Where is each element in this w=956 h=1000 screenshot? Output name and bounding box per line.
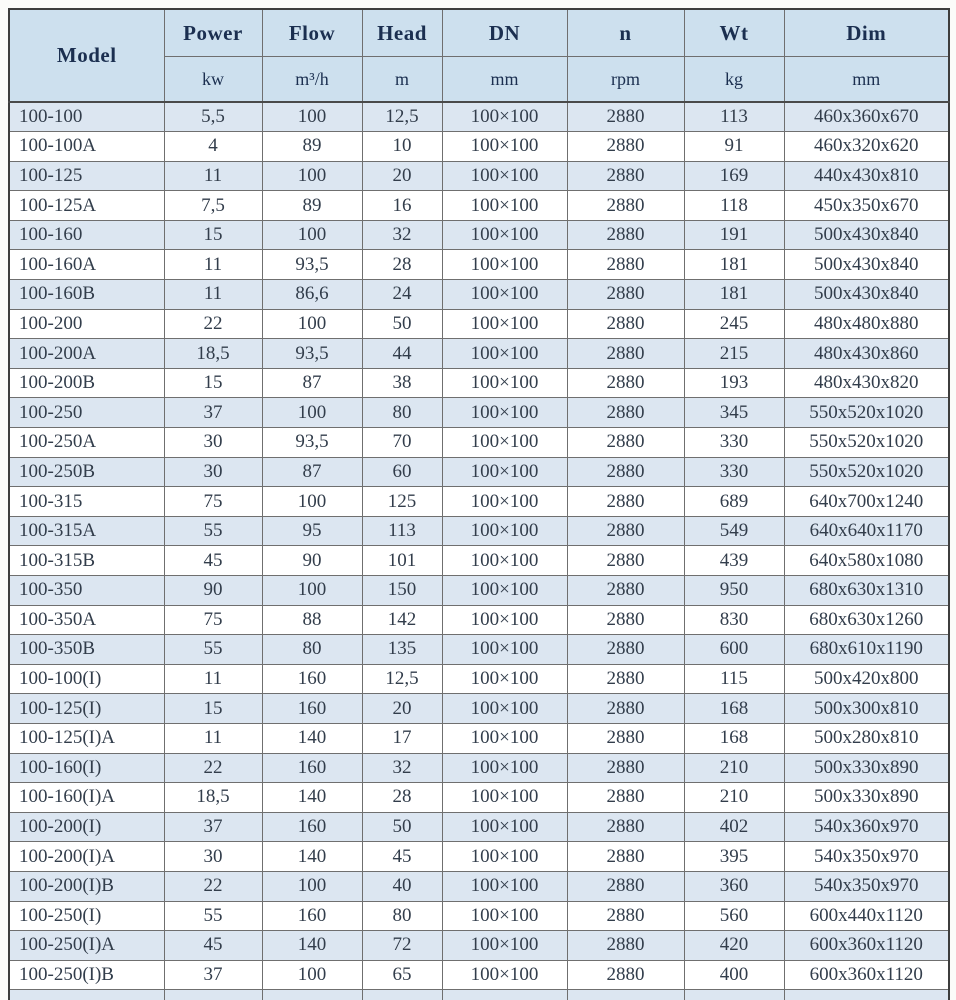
- cell-wt: 950: [684, 576, 784, 606]
- cell-wt: 168: [684, 723, 784, 753]
- cell-wt: 330: [684, 457, 784, 487]
- cell-model: 100-160(I): [9, 753, 164, 783]
- cell-power: 11: [164, 161, 262, 191]
- cell-partial: [442, 990, 567, 1000]
- cell-head: 125: [362, 487, 442, 517]
- cell-n: 2880: [567, 753, 684, 783]
- cell-flow: 95: [262, 516, 362, 546]
- cell-wt: 210: [684, 753, 784, 783]
- column-header-head: Head: [362, 9, 442, 57]
- cell-model: 100-315A: [9, 516, 164, 546]
- cell-flow: 87: [262, 368, 362, 398]
- cell-head: 28: [362, 783, 442, 813]
- cell-head: 16: [362, 191, 442, 221]
- cell-head: 38: [362, 368, 442, 398]
- cell-dim: 500x430x840: [784, 280, 949, 310]
- cell-model: 100-200: [9, 309, 164, 339]
- cell-partial: [362, 990, 442, 1000]
- cell-head: 60: [362, 457, 442, 487]
- cell-dim: 540x360x970: [784, 812, 949, 842]
- cell-model: 100-100: [9, 102, 164, 132]
- table-row: [9, 398, 949, 428]
- cell-wt: 113: [684, 102, 784, 132]
- cell-power: 75: [164, 605, 262, 635]
- cell-dim: 640x640x1170: [784, 516, 949, 546]
- cell-wt: 115: [684, 664, 784, 694]
- cell-head: 28: [362, 250, 442, 280]
- cell-head: 12,5: [362, 664, 442, 694]
- column-header-power: Power: [164, 9, 262, 57]
- cell-dim: 480x430x860: [784, 339, 949, 369]
- cell-n: 2880: [567, 516, 684, 546]
- cell-model: 100-250(I)B: [9, 960, 164, 990]
- cell-flow: 80: [262, 635, 362, 665]
- cell-flow: 160: [262, 901, 362, 931]
- unit-n: rpm: [567, 57, 684, 103]
- cell-power: 90: [164, 576, 262, 606]
- cell-model: 100-160(I)A: [9, 783, 164, 813]
- cell-wt: 395: [684, 842, 784, 872]
- cell-model: 100-250: [9, 398, 164, 428]
- cell-flow: 86,6: [262, 280, 362, 310]
- cell-dim: 680x630x1310: [784, 576, 949, 606]
- cell-power: 30: [164, 457, 262, 487]
- cell-flow: 100: [262, 398, 362, 428]
- cell-n: 2880: [567, 339, 684, 369]
- cell-power: 18,5: [164, 339, 262, 369]
- cell-dn: 100×100: [442, 901, 567, 931]
- cell-dn: 100×100: [442, 812, 567, 842]
- cell-model: 100-125(I)A: [9, 723, 164, 753]
- cell-wt: 420: [684, 931, 784, 961]
- cell-wt: 560: [684, 901, 784, 931]
- cell-model: 100-315B: [9, 546, 164, 576]
- unit-head: m: [362, 57, 442, 103]
- cell-power: 11: [164, 723, 262, 753]
- cell-n: 2880: [567, 368, 684, 398]
- cell-n: 2880: [567, 398, 684, 428]
- cell-model: 100-200(I): [9, 812, 164, 842]
- cell-dn: 100×100: [442, 723, 567, 753]
- cell-model: 100-350A: [9, 605, 164, 635]
- cell-model: 100-125A: [9, 191, 164, 221]
- column-header-model: Model: [9, 9, 164, 102]
- cell-power: 37: [164, 398, 262, 428]
- cell-model: 100-200B: [9, 368, 164, 398]
- cell-flow: 100: [262, 309, 362, 339]
- cell-model: 100-200(I)A: [9, 842, 164, 872]
- cell-dn: 100×100: [442, 635, 567, 665]
- cell-dn: 100×100: [442, 398, 567, 428]
- cell-dn: 100×100: [442, 871, 567, 901]
- cell-n: 2880: [567, 635, 684, 665]
- partial-row: [9, 990, 949, 1000]
- cell-flow: 140: [262, 723, 362, 753]
- cell-n: 2880: [567, 842, 684, 872]
- cell-wt: 169: [684, 161, 784, 191]
- cell-power: 22: [164, 753, 262, 783]
- cell-dn: 100×100: [442, 753, 567, 783]
- cell-flow: 100: [262, 161, 362, 191]
- cell-model: 100-125(I): [9, 694, 164, 724]
- cell-partial: [684, 990, 784, 1000]
- cell-dim: 550x520x1020: [784, 457, 949, 487]
- cell-n: 2880: [567, 428, 684, 458]
- cell-partial: [164, 990, 262, 1000]
- cell-head: 32: [362, 753, 442, 783]
- cell-dn: 100×100: [442, 457, 567, 487]
- table-row: [9, 191, 949, 221]
- cell-wt: 402: [684, 812, 784, 842]
- cell-dim: 640x580x1080: [784, 546, 949, 576]
- cell-dn: 100×100: [442, 783, 567, 813]
- cell-dn: 100×100: [442, 960, 567, 990]
- cell-n: 2880: [567, 871, 684, 901]
- cell-dim: 450x350x670: [784, 191, 949, 221]
- cell-partial: [9, 990, 164, 1000]
- cell-head: 150: [362, 576, 442, 606]
- cell-dim: 550x520x1020: [784, 398, 949, 428]
- cell-dn: 100×100: [442, 664, 567, 694]
- cell-dim: 680x630x1260: [784, 605, 949, 635]
- cell-n: 2880: [567, 132, 684, 162]
- cell-n: 2880: [567, 812, 684, 842]
- cell-dn: 100×100: [442, 339, 567, 369]
- cell-flow: 93,5: [262, 339, 362, 369]
- cell-model: 100-250(I)A: [9, 931, 164, 961]
- cell-wt: 549: [684, 516, 784, 546]
- cell-flow: 100: [262, 960, 362, 990]
- cell-model: 100-160: [9, 220, 164, 250]
- cell-power: 7,5: [164, 191, 262, 221]
- cell-dim: 480x480x880: [784, 309, 949, 339]
- table-row: [9, 516, 949, 546]
- cell-dn: 100×100: [442, 191, 567, 221]
- unit-wt: kg: [684, 57, 784, 103]
- cell-power: 30: [164, 428, 262, 458]
- cell-head: 10: [362, 132, 442, 162]
- cell-dn: 100×100: [442, 694, 567, 724]
- table-row: [9, 428, 949, 458]
- cell-model: 100-160A: [9, 250, 164, 280]
- cell-n: 2880: [567, 220, 684, 250]
- cell-flow: 100: [262, 220, 362, 250]
- cell-partial: [784, 990, 949, 1000]
- table-row: [9, 280, 949, 310]
- cell-head: 72: [362, 931, 442, 961]
- cell-dim: 680x610x1190: [784, 635, 949, 665]
- cell-head: 101: [362, 546, 442, 576]
- cell-power: 15: [164, 694, 262, 724]
- cell-dn: 100×100: [442, 220, 567, 250]
- cell-dim: 640x700x1240: [784, 487, 949, 517]
- cell-wt: 360: [684, 871, 784, 901]
- cell-n: 2880: [567, 960, 684, 990]
- cell-n: 2880: [567, 191, 684, 221]
- unit-dn: mm: [442, 57, 567, 103]
- cell-wt: 830: [684, 605, 784, 635]
- cell-n: 2880: [567, 280, 684, 310]
- table-row: [9, 605, 949, 635]
- cell-power: 55: [164, 516, 262, 546]
- cell-dn: 100×100: [442, 605, 567, 635]
- column-header-dim: Dim: [784, 9, 949, 57]
- cell-dn: 100×100: [442, 931, 567, 961]
- cell-flow: 100: [262, 487, 362, 517]
- cell-wt: 689: [684, 487, 784, 517]
- cell-wt: 330: [684, 428, 784, 458]
- cell-wt: 400: [684, 960, 784, 990]
- cell-head: 50: [362, 812, 442, 842]
- cell-flow: 160: [262, 694, 362, 724]
- cell-dn: 100×100: [442, 546, 567, 576]
- column-header-wt: Wt: [684, 9, 784, 57]
- table-row: [9, 635, 949, 665]
- table-row: [9, 339, 949, 369]
- table-row: [9, 576, 949, 606]
- cell-model: 100-125: [9, 161, 164, 191]
- cell-model: 100-200A: [9, 339, 164, 369]
- cell-flow: 87: [262, 457, 362, 487]
- cell-model: 100-350B: [9, 635, 164, 665]
- cell-wt: 181: [684, 280, 784, 310]
- cell-head: 80: [362, 398, 442, 428]
- cell-flow: 160: [262, 812, 362, 842]
- cell-dn: 100×100: [442, 280, 567, 310]
- table-row: [9, 102, 949, 132]
- cell-n: 2880: [567, 723, 684, 753]
- cell-power: 4: [164, 132, 262, 162]
- cell-dn: 100×100: [442, 487, 567, 517]
- cell-flow: 100: [262, 102, 362, 132]
- cell-dim: 460x320x620: [784, 132, 949, 162]
- table-body: [9, 102, 949, 1000]
- cell-n: 2880: [567, 309, 684, 339]
- table-row: [9, 309, 949, 339]
- cell-dn: 100×100: [442, 516, 567, 546]
- column-header-dn: DN: [442, 9, 567, 57]
- cell-dim: 550x520x1020: [784, 428, 949, 458]
- cell-head: 80: [362, 901, 442, 931]
- cell-dn: 100×100: [442, 250, 567, 280]
- cell-n: 2880: [567, 605, 684, 635]
- cell-wt: 245: [684, 309, 784, 339]
- cell-power: 11: [164, 250, 262, 280]
- cell-n: 2880: [567, 576, 684, 606]
- cell-head: 70: [362, 428, 442, 458]
- cell-n: 2880: [567, 931, 684, 961]
- cell-dim: 500x330x890: [784, 783, 949, 813]
- cell-model: 100-350: [9, 576, 164, 606]
- cell-model: 100-160B: [9, 280, 164, 310]
- table-row: [9, 546, 949, 576]
- cell-n: 2880: [567, 102, 684, 132]
- cell-head: 40: [362, 871, 442, 901]
- cell-head: 45: [362, 842, 442, 872]
- cell-flow: 160: [262, 753, 362, 783]
- cell-dn: 100×100: [442, 428, 567, 458]
- cell-power: 37: [164, 812, 262, 842]
- cell-head: 12,5: [362, 102, 442, 132]
- cell-head: 44: [362, 339, 442, 369]
- cell-dim: 460x360x670: [784, 102, 949, 132]
- cell-dn: 100×100: [442, 368, 567, 398]
- cell-flow: 160: [262, 664, 362, 694]
- cell-dn: 100×100: [442, 132, 567, 162]
- table-row: [9, 250, 949, 280]
- cell-power: 5,5: [164, 102, 262, 132]
- unit-power: kw: [164, 57, 262, 103]
- cell-power: 55: [164, 635, 262, 665]
- cell-flow: 93,5: [262, 250, 362, 280]
- table-row: [9, 871, 949, 901]
- table-row: [9, 161, 949, 191]
- cell-dim: 540x350x970: [784, 842, 949, 872]
- cell-dim: 540x350x970: [784, 871, 949, 901]
- cell-model: 100-100(I): [9, 664, 164, 694]
- pump-spec-table: [8, 8, 950, 1000]
- cell-head: 135: [362, 635, 442, 665]
- cell-wt: 118: [684, 191, 784, 221]
- cell-model: 100-250(I): [9, 901, 164, 931]
- cell-dim: 480x430x820: [784, 368, 949, 398]
- cell-n: 2880: [567, 161, 684, 191]
- cell-dim: 600x360x1120: [784, 931, 949, 961]
- cell-wt: 193: [684, 368, 784, 398]
- cell-dn: 100×100: [442, 576, 567, 606]
- table-header: [9, 9, 949, 102]
- cell-flow: 100: [262, 871, 362, 901]
- cell-model: 100-250A: [9, 428, 164, 458]
- cell-model: 100-250B: [9, 457, 164, 487]
- cell-wt: 600: [684, 635, 784, 665]
- cell-dim: 500x280x810: [784, 723, 949, 753]
- cell-partial: [567, 990, 684, 1000]
- cell-wt: 345: [684, 398, 784, 428]
- cell-n: 2880: [567, 694, 684, 724]
- cell-flow: 140: [262, 931, 362, 961]
- table-row: [9, 220, 949, 250]
- table-row: [9, 487, 949, 517]
- cell-flow: 90: [262, 546, 362, 576]
- table-row: [9, 723, 949, 753]
- cell-flow: 140: [262, 842, 362, 872]
- cell-power: 15: [164, 368, 262, 398]
- cell-head: 113: [362, 516, 442, 546]
- table-row: [9, 960, 949, 990]
- cell-head: 17: [362, 723, 442, 753]
- cell-power: 45: [164, 931, 262, 961]
- cell-head: 50: [362, 309, 442, 339]
- table-row: [9, 457, 949, 487]
- cell-power: 55: [164, 901, 262, 931]
- header-label-row: [9, 9, 949, 57]
- cell-dn: 100×100: [442, 842, 567, 872]
- cell-n: 2880: [567, 664, 684, 694]
- table-row: [9, 783, 949, 813]
- column-header-flow: Flow: [262, 9, 362, 57]
- cell-flow: 93,5: [262, 428, 362, 458]
- cell-n: 2880: [567, 783, 684, 813]
- cell-dim: 600x440x1120: [784, 901, 949, 931]
- cell-power: 75: [164, 487, 262, 517]
- cell-dim: 600x360x1120: [784, 960, 949, 990]
- cell-flow: 140: [262, 783, 362, 813]
- cell-head: 142: [362, 605, 442, 635]
- cell-flow: 88: [262, 605, 362, 635]
- cell-n: 2880: [567, 457, 684, 487]
- unit-dim: mm: [784, 57, 949, 103]
- table-row: [9, 694, 949, 724]
- cell-power: 15: [164, 220, 262, 250]
- cell-dim: 500x420x800: [784, 664, 949, 694]
- cell-power: 11: [164, 280, 262, 310]
- cell-head: 32: [362, 220, 442, 250]
- table-row: [9, 132, 949, 162]
- table-row: [9, 753, 949, 783]
- cell-power: 22: [164, 871, 262, 901]
- cell-power: 45: [164, 546, 262, 576]
- cell-partial: [262, 990, 362, 1000]
- cell-dim: 500x430x840: [784, 220, 949, 250]
- cell-power: 11: [164, 664, 262, 694]
- cell-model: 100-100A: [9, 132, 164, 162]
- cell-dim: 500x430x840: [784, 250, 949, 280]
- column-header-n: n: [567, 9, 684, 57]
- cell-power: 37: [164, 960, 262, 990]
- cell-power: 30: [164, 842, 262, 872]
- table-row: [9, 842, 949, 872]
- cell-head: 20: [362, 694, 442, 724]
- cell-flow: 89: [262, 191, 362, 221]
- cell-dn: 100×100: [442, 161, 567, 191]
- cell-dim: 500x300x810: [784, 694, 949, 724]
- cell-model: 100-200(I)B: [9, 871, 164, 901]
- cell-dn: 100×100: [442, 102, 567, 132]
- cell-n: 2880: [567, 250, 684, 280]
- cell-n: 2880: [567, 901, 684, 931]
- cell-wt: 91: [684, 132, 784, 162]
- cell-wt: 439: [684, 546, 784, 576]
- table-row: [9, 812, 949, 842]
- cell-head: 65: [362, 960, 442, 990]
- cell-power: 18,5: [164, 783, 262, 813]
- table-row: [9, 368, 949, 398]
- cell-flow: 100: [262, 576, 362, 606]
- cell-power: 22: [164, 309, 262, 339]
- cell-wt: 210: [684, 783, 784, 813]
- table-row: [9, 901, 949, 931]
- cell-n: 2880: [567, 487, 684, 517]
- table-row: [9, 931, 949, 961]
- cell-n: 2880: [567, 546, 684, 576]
- cell-wt: 181: [684, 250, 784, 280]
- cell-dim: 500x330x890: [784, 753, 949, 783]
- cell-wt: 191: [684, 220, 784, 250]
- cell-flow: 89: [262, 132, 362, 162]
- cell-wt: 215: [684, 339, 784, 369]
- cell-dim: 440x430x810: [784, 161, 949, 191]
- table-row: [9, 664, 949, 694]
- unit-flow: m³/h: [262, 57, 362, 103]
- cell-wt: 168: [684, 694, 784, 724]
- cell-head: 24: [362, 280, 442, 310]
- cell-model: 100-315: [9, 487, 164, 517]
- cell-dn: 100×100: [442, 309, 567, 339]
- cell-head: 20: [362, 161, 442, 191]
